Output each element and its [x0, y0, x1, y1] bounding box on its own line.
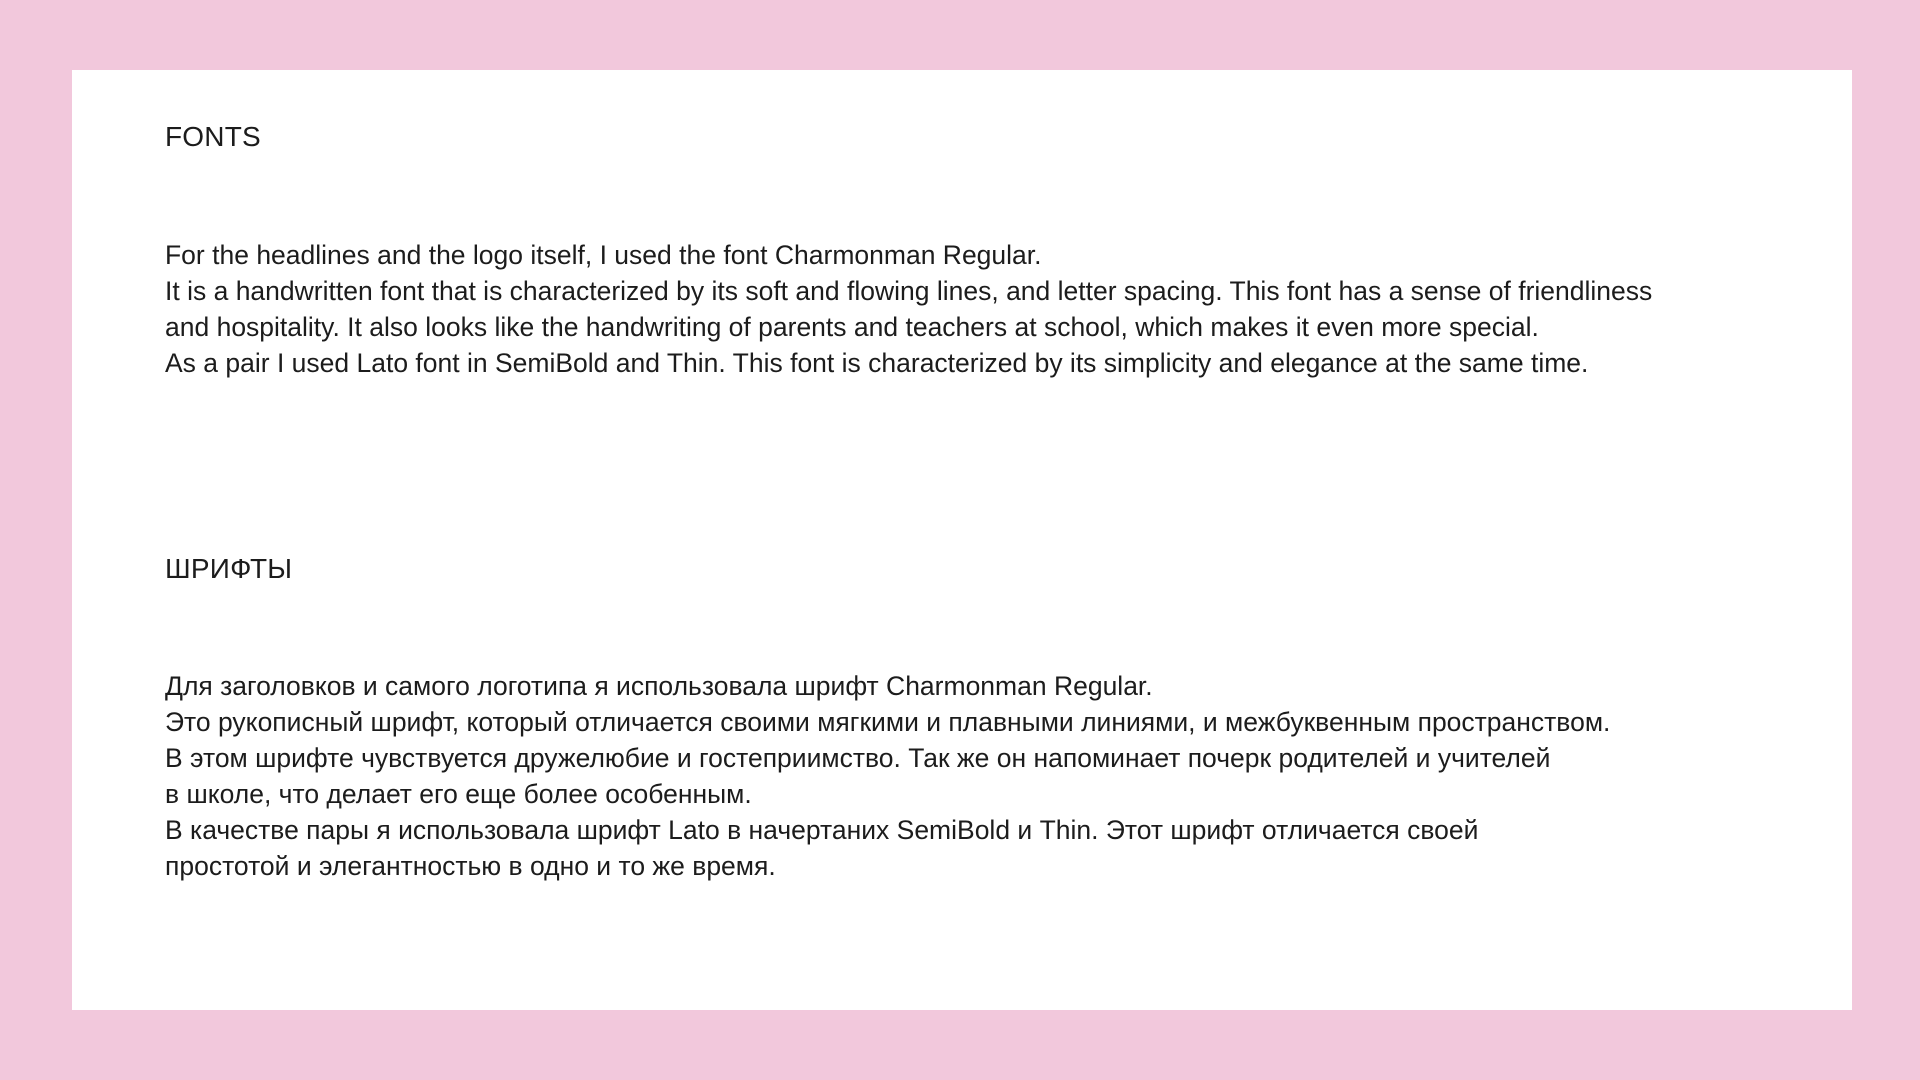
- paragraph-line: в школе, что делает его еще более особенным.: [165, 779, 752, 809]
- paragraph-line: As a pair I used Lato font in SemiBold and Thin. This font is characterized by its simplicity and elegance at the same time.: [165, 348, 1589, 378]
- paragraph-line: В этом шрифте чувствуется дружелюбие и гостеприимство. Так же он напоминает почерк родителей и учителей: [165, 743, 1551, 773]
- paragraph-line: It is a handwritten font that is characterized by its soft and flowing lines, and letter spacing. This font has a sense of friendliness: [165, 276, 1653, 306]
- paragraph-line: and hospitality. It also looks like the handwriting of parents and teachers at school, which makes it even more special.: [165, 312, 1539, 342]
- section-title-fonts-en: FONTS: [165, 121, 261, 152]
- section-body-fonts-ru: [165, 668, 1845, 884]
- section-title-fonts-ru: ШРИФТЫ: [165, 553, 293, 584]
- paragraph-line: В качестве пары я использовала шрифт Lato в начертаних SemiBold и Thin. Этот шрифт отличается своей: [165, 815, 1479, 845]
- paragraph-line: For the headlines and the logo itself, I used the font Charmonman Regular.: [165, 240, 1042, 270]
- paragraph-line: Это рукописный шрифт, который отличается своими мягкими и плавными линиями, и межбуквенным пространством.: [165, 707, 1611, 737]
- content-card: [72, 70, 1852, 1010]
- paragraph-line: простотой и элегантностью в одно и то же время.: [165, 851, 776, 881]
- section-body-fonts-en: [165, 237, 1845, 381]
- paragraph-line: Для заголовков и самого логотипа я использовала шрифт Charmonman Regular.: [165, 671, 1153, 701]
